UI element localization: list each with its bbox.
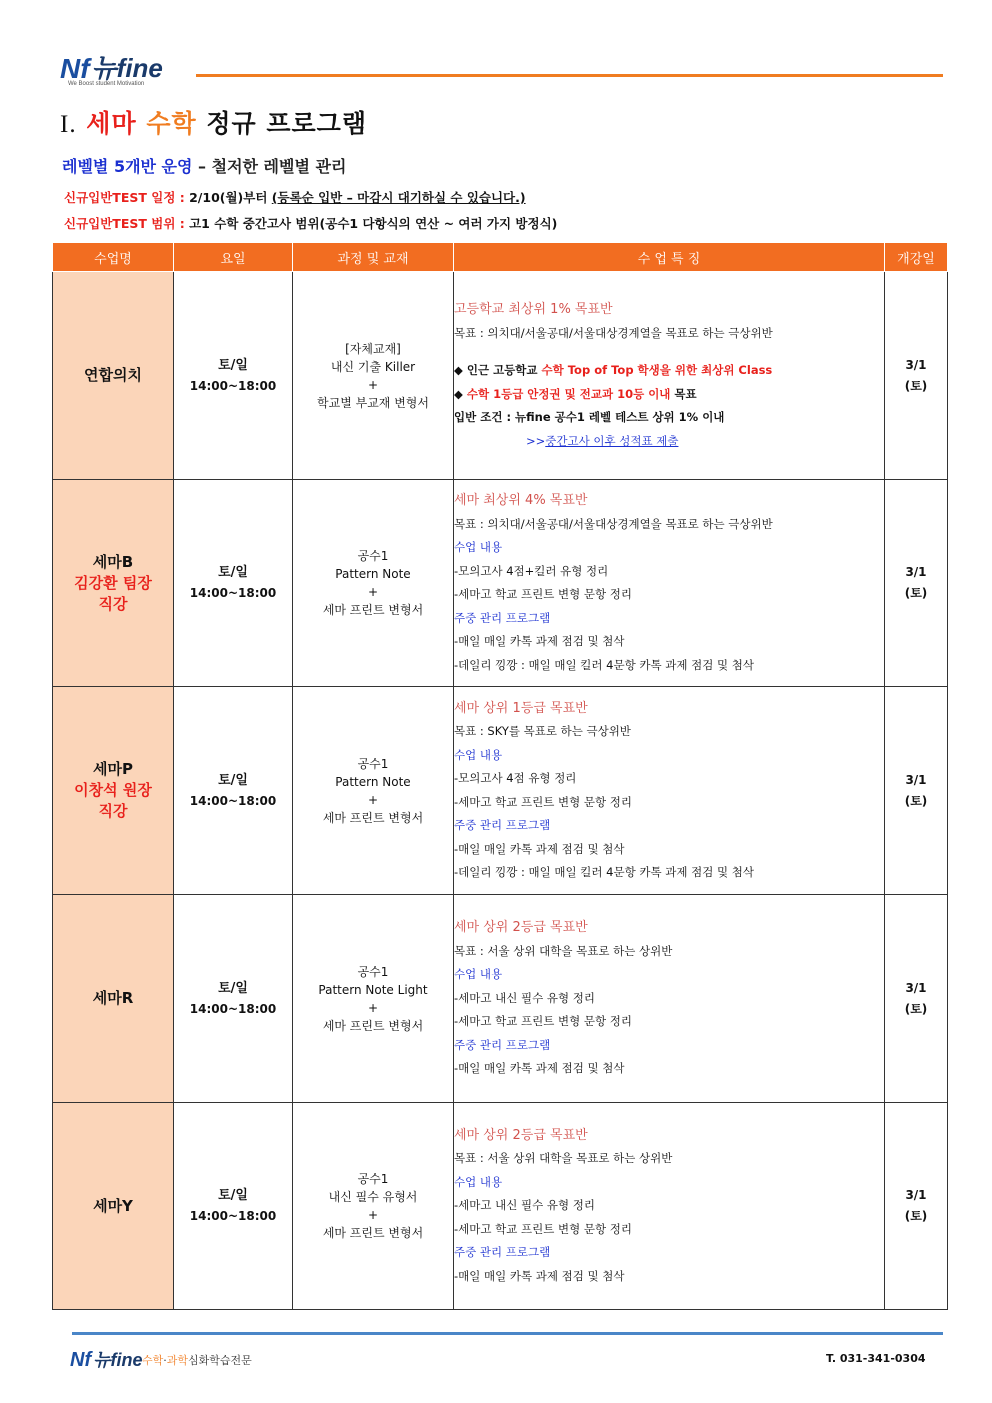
feature-item: -세마고 학교 프린트 변형 문항 정리 xyxy=(454,1014,632,1029)
feature-section: 주중 관리 프로그램 xyxy=(454,1037,551,1052)
col-header-book: 과정 및 교재 xyxy=(293,243,454,272)
feature-cell: 고등학교 최상위 1% 목표반 목표 : 의치대/서울공대/서울대상경계열을 목표로 하는 극상위반 ◆ 인근 고등학교 수학 Top of Top 학생을 위한 최상위 Class ◆ 수학 1등급 안정권 및 전교과 10등 이내 목표 입반 조건 : 뉴fine 공수1 레벨 테스트 상위 1% 이내 >>중간고사 이후 성적표 제출 xyxy=(454,272,885,480)
test-schedule: 신규입반TEST 일정 : 2/10(월)부터 (등록순 입반 – 마감시 대기하실 수 있습니다.) xyxy=(64,190,526,205)
feature-cell xyxy=(454,1103,885,1310)
feature-item: -데일리 낑깡 : 매일 매일 킬러 4문항 카톡 과제 점검 및 첨삭 xyxy=(454,865,754,879)
open-date-cell: 3/1 (토) xyxy=(885,480,948,687)
book-cell: [자체교재] 내신 기출 Killer + 학교별 부교재 변형서 xyxy=(293,272,454,480)
feature-goal: 목표 : 의치대/서울공대/서울대상경계열을 목표로 하는 극상위반 xyxy=(454,325,773,340)
feature-section: 수업 내용 xyxy=(454,1174,503,1189)
page-title: I. 세마 수학 정규 프로그램 xyxy=(60,109,367,138)
day-cell: 토/일 14:00~18:00 xyxy=(174,1103,293,1310)
feature-cell xyxy=(454,480,885,687)
page-subtitle: 레벨별 5개반 운영 – 철저한 레벨별 관리 xyxy=(62,157,347,176)
class-name-cell: 세마Y xyxy=(53,1103,174,1310)
class-name-cell: 세마B 김강환 팀장 직강 xyxy=(53,480,174,687)
table-header-row xyxy=(53,243,948,272)
feature-item: -매일 매일 카톡 과제 점검 및 첨삭 xyxy=(454,841,625,856)
test-range: 신규입반TEST 범위 : 고1 수학 중간고사 범위(공수1 다항식의 연산 ~ 여러 가지 방정식) xyxy=(64,216,558,231)
feature-item: -세마고 내신 필수 유형 정리 xyxy=(454,990,595,1005)
feature-item: -세마고 학교 프린트 변형 문항 정리 xyxy=(454,587,632,601)
footer-phone: T. 031-341-0304 xyxy=(826,1352,926,1365)
feature-item: -데일리 낑깡 : 매일 매일 킬러 4문항 카톡 과제 점검 및 첨삭 xyxy=(454,657,754,672)
book-cell: 공수1 Pattern Note Light + 세마 프린트 변형서 xyxy=(293,895,454,1103)
feature-section: 수업 내용 xyxy=(454,747,503,762)
book-cell: 공수1 Pattern Note + 세마 프린트 변형서 xyxy=(293,480,454,687)
feature-bullet: ◆ 인근 고등학교 수학 Top of Top 학생을 위한 최상위 Class xyxy=(454,363,773,377)
feature-item: -세마고 학교 프린트 변형 문항 정리 xyxy=(454,1221,632,1236)
feature-cell xyxy=(454,687,885,895)
feature-goal: 목표 : 서울 상위 대학을 목표로 하는 상위반 xyxy=(454,1151,673,1166)
footer-description: 수학·과학심화학습전문 xyxy=(142,1354,252,1367)
col-header-feature: 수 업 특 징 xyxy=(454,243,885,272)
feature-cell xyxy=(454,895,885,1103)
col-header-day: 요일 xyxy=(174,243,293,272)
feature-item: -매일 매일 카톡 과제 점검 및 첨삭 xyxy=(454,1061,625,1076)
feature-bullet: ◆ 수학 1등급 안정권 및 전교과 10등 이내 목표 xyxy=(454,386,697,401)
feature-goal: 목표 : SKY를 목표로 하는 극상위반 xyxy=(454,724,631,738)
feature-goal: 목표 : 서울 상위 대학을 목표로 하는 상위반 xyxy=(454,943,673,958)
feature-title: 세마 상위 2등급 목표반 xyxy=(454,1127,588,1143)
footer-logo: Nf 뉴fine xyxy=(70,1349,143,1371)
feature-title: 세마 상위 1등급 목표반 xyxy=(454,700,588,716)
book-cell: 공수1 Pattern Note + 세마 프린트 변형서 xyxy=(293,687,454,895)
footer-divider xyxy=(72,1332,943,1335)
feature-item: -모의고사 4점 유형 정리 xyxy=(454,771,577,785)
feature-title: 세마 상위 2등급 목표반 xyxy=(454,920,588,936)
feature-item: -매일 매일 카톡 과제 점검 및 첨삭 xyxy=(454,1268,625,1283)
feature-title: 고등학교 최상위 1% 목표반 xyxy=(454,302,613,317)
feature-section: 주중 관리 프로그램 xyxy=(454,818,551,832)
feature-goal: 목표 : 의치대/서울공대/서울대상경계열을 목표로 하는 극상위반 xyxy=(454,516,773,531)
feature-section: 수업 내용 xyxy=(454,967,503,982)
table-row xyxy=(53,895,948,1103)
book-cell: 공수1 내신 필수 유형서 + 세마 프린트 변형서 xyxy=(293,1103,454,1310)
feature-item: -세마고 학교 프린트 변형 문항 정리 xyxy=(454,794,632,809)
logo-tagline: We Boost student Motivation xyxy=(68,81,145,87)
feature-title: 세마 최상위 4% 목표반 xyxy=(454,493,588,508)
feature-section: 수업 내용 xyxy=(454,540,503,554)
col-header-open: 개강일 xyxy=(885,243,948,272)
day-cell: 토/일 14:00~18:00 xyxy=(174,895,293,1103)
class-name-cell: 세마P 이창석 원장 직강 xyxy=(53,687,174,895)
table-row xyxy=(53,480,948,687)
day-cell: 토/일 14:00~18:00 xyxy=(174,480,293,687)
brand-logo xyxy=(60,48,163,85)
open-date-cell: 3/1 (토) xyxy=(885,895,948,1103)
table-row xyxy=(53,272,948,480)
class-name-cell: 연합의치 xyxy=(53,272,174,480)
open-date-cell: 3/1 (토) xyxy=(885,687,948,895)
feature-item: -매일 매일 카톡 과제 점검 및 첨삭 xyxy=(454,634,625,648)
feature-item: -모의고사 4점+킬러 유형 정리 xyxy=(454,563,609,578)
day-cell: 토/일 14:00~18:00 xyxy=(174,272,293,480)
open-date-cell: 3/1 (토) xyxy=(885,272,948,480)
feature-section: 주중 관리 프로그램 xyxy=(454,610,551,625)
open-date-cell: 3/1 (토) xyxy=(885,1103,948,1310)
col-header-class: 수업명 xyxy=(53,243,174,272)
class-name-cell: 세마R xyxy=(53,895,174,1103)
feature-item: -세마고 내신 필수 유형 정리 xyxy=(454,1198,595,1213)
logo-text: 뉴fine xyxy=(91,53,163,83)
header-divider xyxy=(196,74,943,77)
program-table xyxy=(52,243,948,1310)
table-row xyxy=(53,1103,948,1310)
report-link[interactable]: 중간고사 이후 성적표 제출 xyxy=(545,433,679,448)
feature-condition: 입반 조건 : 뉴fine 공수1 레벨 테스트 상위 1% 이내 xyxy=(454,410,725,424)
feature-section: 주중 관리 프로그램 xyxy=(454,1245,551,1260)
day-cell: 토/일 14:00~18:00 xyxy=(174,687,293,895)
table-row xyxy=(53,687,948,895)
logo-mark: Nf xyxy=(60,53,90,84)
